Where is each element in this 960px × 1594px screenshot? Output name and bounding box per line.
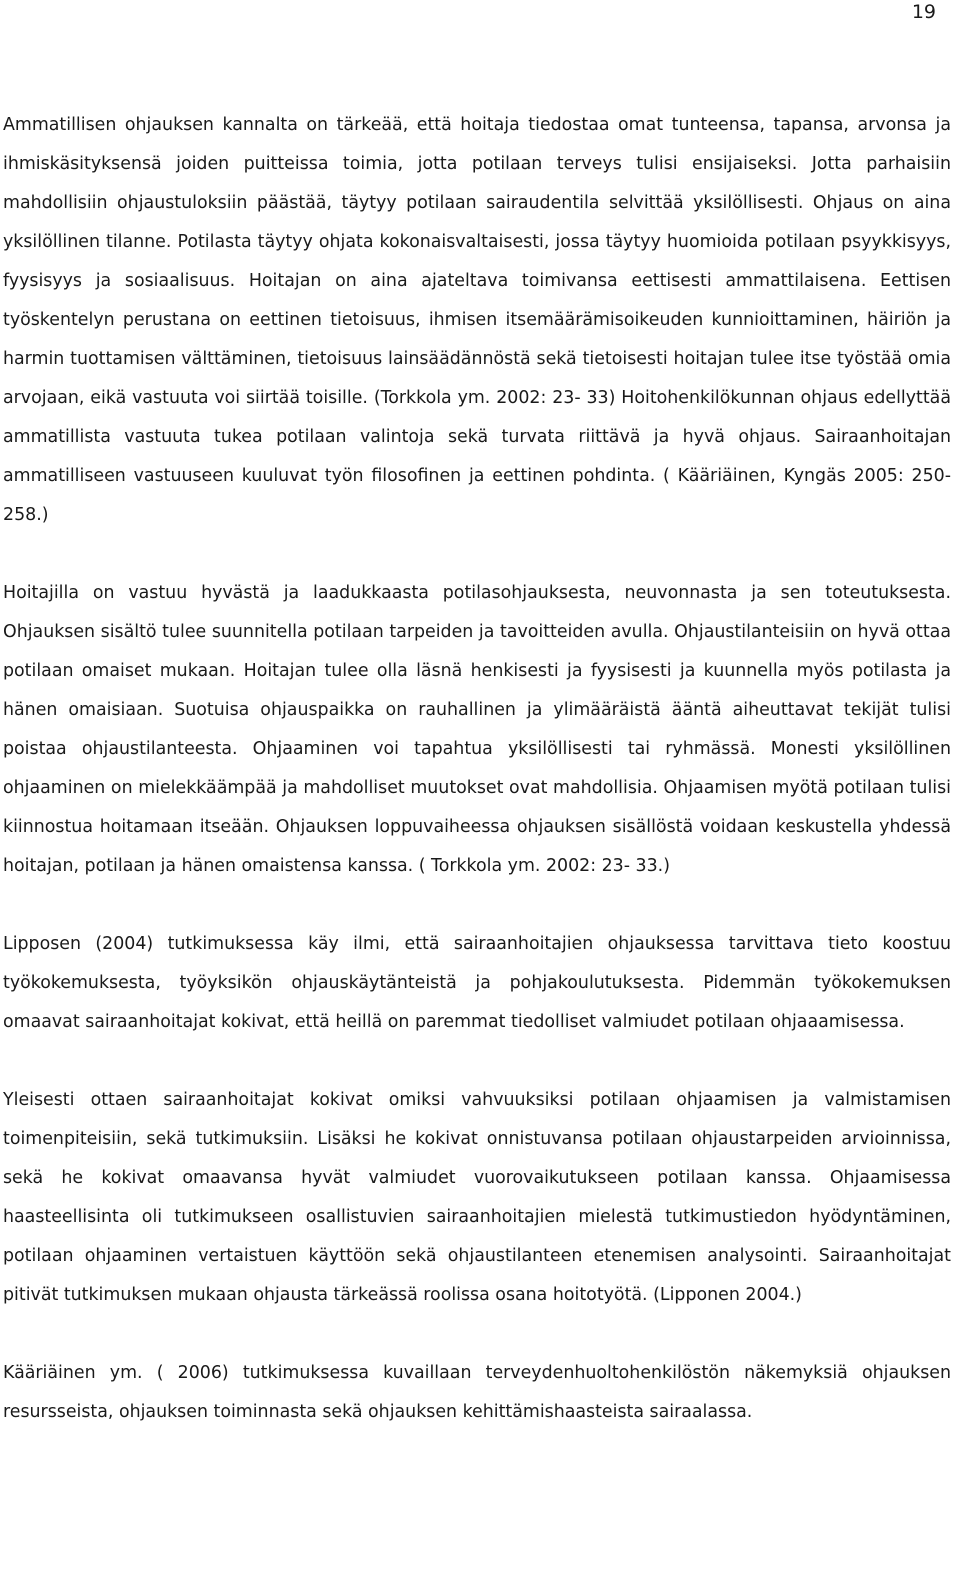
document-body — [3, 106, 951, 1432]
page-number: 19 — [911, 1, 936, 23]
paragraph-2: Hoitajilla on vastuu hyvästä ja laadukkaasta potilasohjauksesta, neuvonnasta ja sen toteutuksesta. Ohjauksen sisältö tulee suunnitella potilaan tarpeiden ja tavoitteiden avulla. Ohjaustilanteisiin on hyvä ottaa potilaan omaiset mukaan. Hoitajan tulee olla läsnä henkisesti ja fyysisesti ja kuunnella myös potilasta ja hänen omaisiaan. Suotuisa ohjauspaikka on rauhallinen ja ylimääräistä ääntä aiheuttavat tekijät tulisi poistaa ohjaustilanteesta. Ohjaaminen voi tapahtua yksilöllisesti tai ryhmässä. Monesti yksilöllinen ohjaaminen on mielekkäämpää ja mahdolliset muutokset ovat mahdollisia. Ohjaamisen myötä potilaan tulisi kiinnostua hoitamaan itseään. Ohjauksen loppuvaiheessa ohjauksen sisällöstä voidaan keskustella yhdessä hoitajan, potilaan ja hänen omaistensa kanssa. ( Torkkola ym. 2002: 23- 33.) — [3, 583, 951, 876]
paragraph-4: Yleisesti ottaen sairaanhoitajat kokivat omiksi vahvuuksiksi potilaan ohjaamisen ja valmistamisen toimenpiteisiin, sekä tutkimuksiin. Lisäksi he kokivat onnistuvansa potilaan ohjaustarpeiden arvioinnissa, sekä he kokivat omaavansa hyvät valmiudet vuorovaikutukseen potilaan kanssa. Ohjaamisessa haasteellisinta oli tutkimukseen osallistuvien sairaanhoitajien mielestä tutkimustiedon hyödyntäminen, potilaan ohjaaminen vertaistuen käyttöön sekä ohjaustilanteen etenemisen analysointi. Sairaanhoitajat pitivät tutkimuksen mukaan ohjausta tärkeässä roolissa osana hoitotyötä. (Lipponen 2004.) — [3, 1090, 951, 1305]
paragraph-5: Kääriäinen ym. ( 2006) tutkimuksessa kuvaillaan terveydenhuoltohenkilöstön näkemyksiä ohjauksen resursseista, ohjauksen toiminnasta sekä ohjauksen kehittämishaasteista sairaalassa. — [3, 1363, 951, 1422]
paragraph-3: Lipposen (2004) tutkimuksessa käy ilmi, että sairaanhoitajien ohjauksessa tarvittava tieto koostuu työkokemuksesta, työyksikön ohjauskäytänteistä ja pohjakoulutuksesta. Pidemmän työkokemuksen omaavat sairaanhoitajat kokivat, että heillä on paremmat tiedolliset valmiudet potilaan ohjaaamisessa. — [3, 934, 951, 1032]
paragraph-1: Ammatillisen ohjauksen kannalta on tärkeää, että hoitaja tiedostaa omat tunteensa, tapansa, arvonsa ja ihmiskäsityksensä joiden puitteissa toimia, jotta potilaan terveys tulisi ensijaiseksi. Jotta parhaisiin mahdollisiin ohjaustuloksiin päästää, täytyy potilaan sairaudentila selvittää yksilöllisesti. Ohjaus on aina yksilöllinen tilanne. Potilasta täytyy ohjata kokonaisvaltaisesti, jossa täytyy huomioida potilaan psyykkisyys, fyysisyys ja sosiaalisuus. Hoitajan on aina ajateltava toimivansa eettisesti ammattilaisena. Eettisen työskentelyn perustana on eettinen tietoisuus, ihmisen itsemäärämisoikeuden kunnioittaminen, häiriön ja harmin tuottamisen välttäminen, tietoisuus lainsäädännöstä sekä tietoisesti hoitajan tulee itse työstää omia arvojaan, eikä vastuuta voi siirtää toisille. (Torkkola ym. 2002: 23- 33) Hoitohenkilökunnan ohjaus edellyttää ammatillista vastuuta tukea potilaan valintoja sekä turvata riittävä ja hyvä ohjaus. Sairaanhoitajan ammatilliseen vastuuseen kuuluvat työn filosofinen ja eettinen pohdinta. ( Kääriäinen, Kyngäs 2005: 250- 258.) — [3, 115, 951, 525]
